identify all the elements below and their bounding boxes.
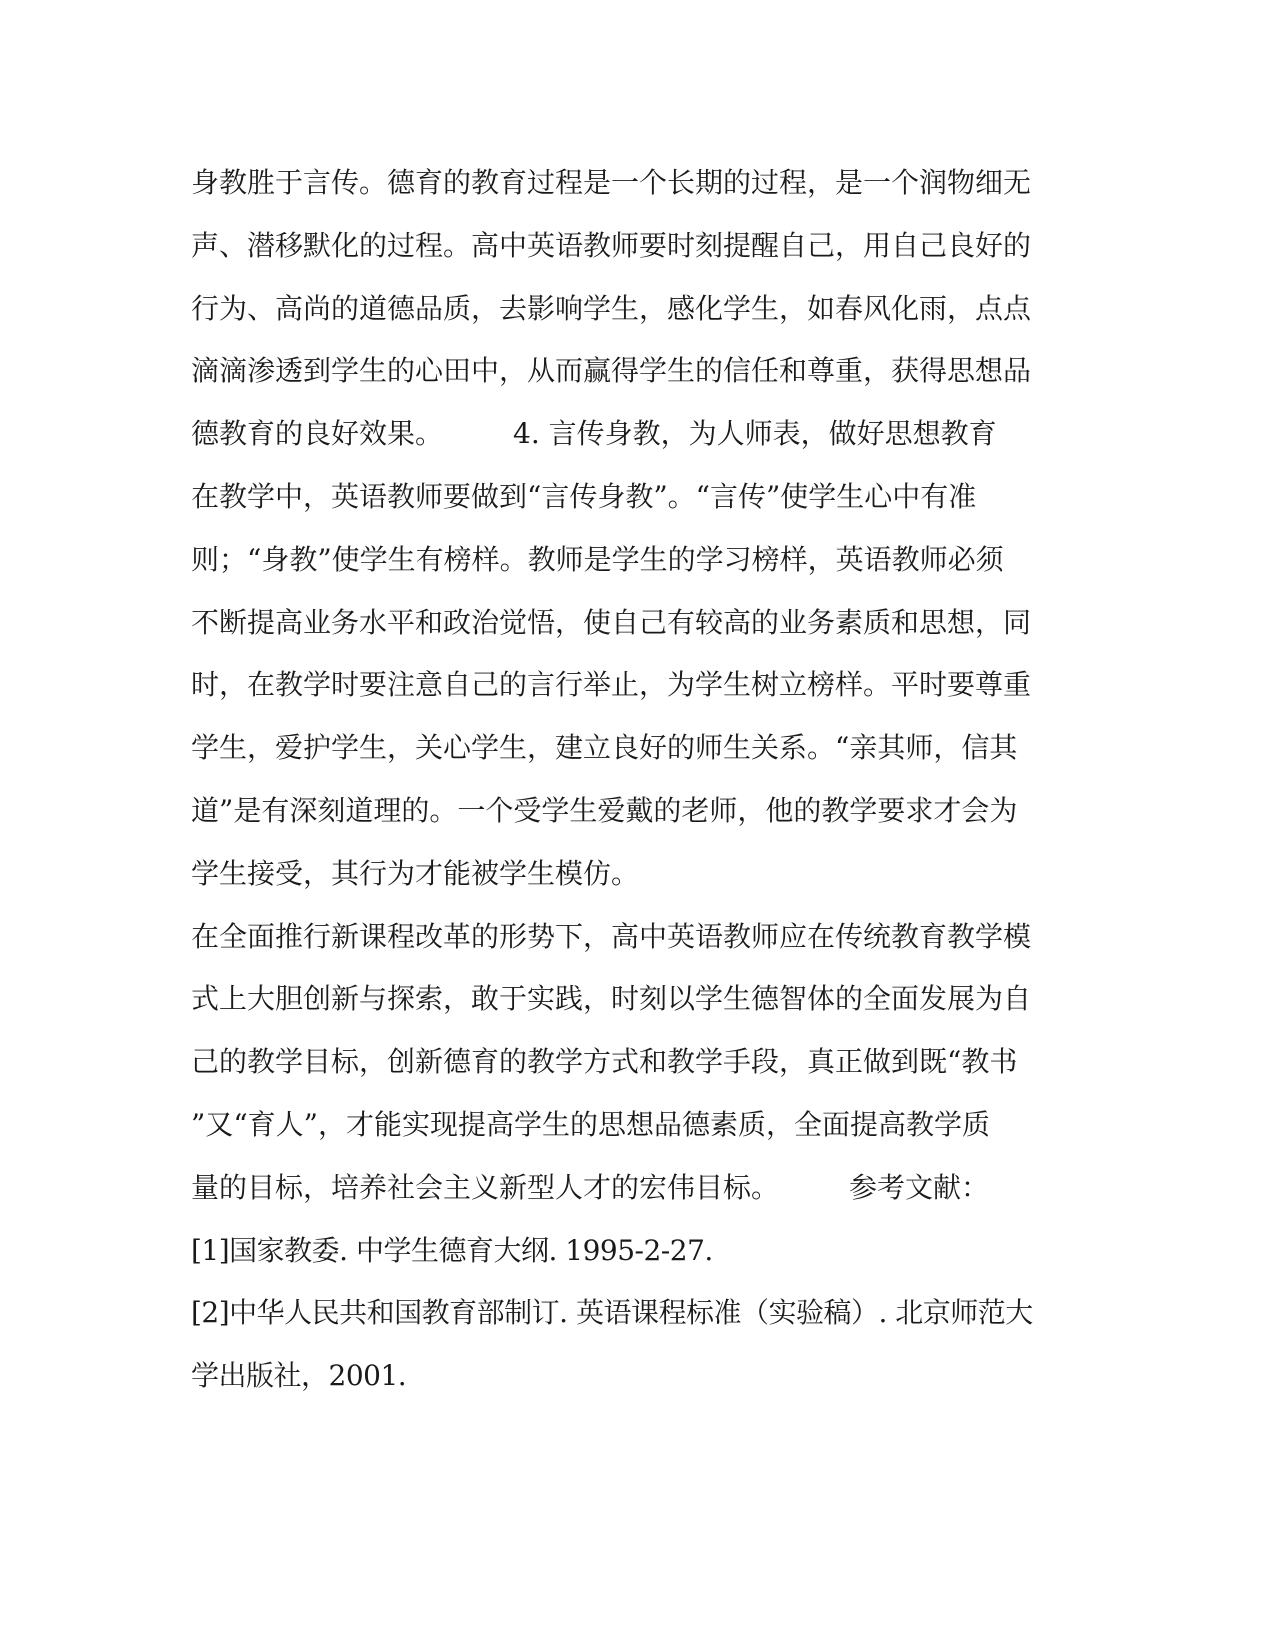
body-text [191, 152, 1091, 1408]
text-line: 式上大胆创新与探索，敢于实践，时刻以学生德智体的全面发展为自 [191, 982, 1032, 1016]
text-line: 身教胜于言传。德育的教育过程是一个长期的过程，是一个润物细无 [191, 166, 1032, 199]
text-line: 学生接受，其行为才能被学生模仿。 [191, 856, 640, 890]
reference-item: [2]中华人民共和国教育部制订. 英语课程标准（实验稿）. 北京师范大 [191, 1296, 1033, 1330]
references-heading-line: 量的目标，培养社会主义新型人才的宏伟目标。 参考文献： [191, 1170, 990, 1204]
text-line: 在教学中，英语教师要做到“言传身教”。“言传”使学生心中有准 [191, 479, 977, 513]
text-line: 己的教学目标，创新德育的教学方式和教学手段，真正做到既“教书 [191, 1045, 1018, 1079]
text-line: ”又“育人”，才能实现提高学生的思想品德素质，全面提高教学质 [191, 1107, 990, 1141]
text-line: 学生，爱护学生，关心学生，建立良好的师生关系。“亲其师，信其 [191, 731, 1018, 765]
text-line: 在全面推行新课程改革的形势下，高中英语教师应在传统教育教学模 [191, 919, 1032, 953]
text-line: 道”是有深刻道理的。一个受学生爱戴的老师，他的教学要求才会为 [191, 793, 1018, 827]
text-line: 行为、高尚的道德品质，去影响学生，感化学生，如春风化雨，点点 [191, 291, 1032, 325]
text-line: 时，在教学时要注意自己的言行举止，为学生树立榜样。平时要尊重 [191, 668, 1032, 702]
text-line: 声、潜移默化的过程。高中英语教师要时刻提醒自己，用自己良好的 [191, 228, 1032, 262]
text-line: 则；“身教”使学生有榜样。教师是学生的学习榜样，英语教师必须 [191, 542, 1004, 576]
section-heading-line: 德教育的良好效果。 4. 言传身教，为人师表，做好思想教育 [191, 417, 997, 451]
text-line: 滴滴渗透到学生的心田中，从而赢得学生的信任和尊重，获得思想品 [191, 354, 1032, 388]
reference-item-continuation: 学出版社，2001. [191, 1359, 407, 1393]
reference-item: [1]国家教委. 中学生德育大纲. 1995-2-27. [191, 1233, 713, 1267]
text-line: 不断提高业务水平和政治觉悟，使自己有较高的业务素质和思想，同 [191, 605, 1032, 639]
